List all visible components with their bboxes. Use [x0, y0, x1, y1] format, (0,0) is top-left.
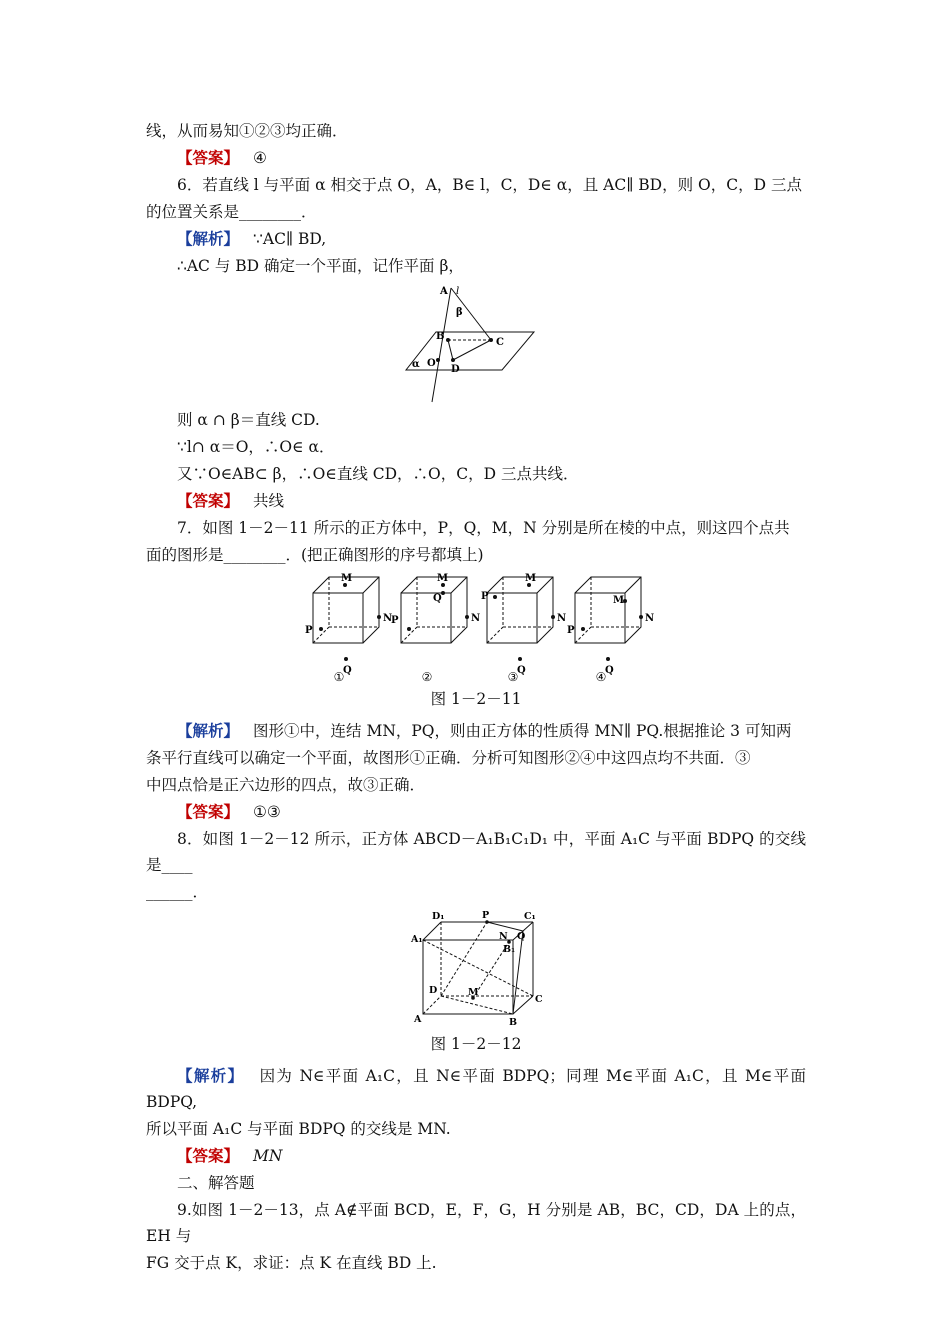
q7-analysis-c: 中四点恰是正六边形的四点，故③正确．	[146, 776, 426, 794]
answer-text: MN	[253, 1147, 283, 1165]
label-O: O	[427, 358, 436, 369]
analysis-text: 因为 N∈平面 A₁C，且 N∈平面 BDPQ；同理 M∈平面 A₁C，且 M∈平面 BDPQ,	[146, 1067, 806, 1111]
point-N	[465, 615, 469, 619]
section-heading: 二、解答题	[177, 1174, 255, 1192]
q7-stem-a: 7．如图 1－2－11 所示的正方体中，P，Q，M，N 分别是所在棱的中点，则这四个点共	[177, 519, 790, 537]
cube-edge	[537, 577, 553, 593]
label-M: M	[525, 573, 537, 584]
label-beta: β	[456, 307, 463, 318]
plane-line-figure	[406, 282, 546, 404]
answer-tag: 【答案】	[177, 802, 240, 821]
q6-line-5: 又∵O∈AB⊂ β，∴O∈直线 CD，∴O，C，D 三点共线．	[177, 465, 579, 483]
label-D: D	[429, 985, 438, 996]
cube-bdpq-figure	[411, 908, 541, 1028]
q7-stem-b: 面的图形是________．(把正确图形的序号都填上)	[146, 546, 484, 564]
label-l: l	[456, 286, 460, 297]
label-P: P	[481, 591, 489, 602]
cube-number: ①	[333, 670, 345, 684]
label-A: A	[440, 286, 448, 297]
cube-number: ②	[421, 670, 433, 684]
cube-edge	[363, 577, 379, 593]
cube-edge	[625, 577, 641, 593]
q5-tail: 线，从而易知①②③均正确．	[146, 122, 348, 140]
label-Q: Q	[433, 593, 442, 604]
label-D: D	[451, 364, 460, 375]
q8-analysis-b: 所以平面 A₁C 与平面 BDPQ 的交线是 MN.	[146, 1120, 451, 1138]
answer-tag: 【答案】	[177, 148, 240, 167]
figure-caption: 图 1－2－12	[430, 1035, 522, 1053]
point-Q	[518, 657, 522, 661]
answer-text: ①③	[253, 803, 281, 821]
label-Q: Q	[517, 665, 526, 676]
analysis-tag: 【解析】	[177, 1066, 245, 1085]
label-alpha: α	[412, 359, 420, 370]
label-Q: Q	[343, 665, 352, 676]
q6-stem-b: 的位置关系是________．	[146, 203, 317, 221]
label-M: M	[437, 573, 449, 584]
answer-text: ④	[253, 149, 267, 167]
label-C: C	[496, 337, 504, 348]
cube-edge	[451, 577, 467, 593]
label-A1: A₁	[411, 934, 423, 945]
q6-line-3: 则 α ∩ β＝直线 CD.	[177, 411, 320, 429]
label-M: M	[468, 987, 479, 998]
cubes-figure	[301, 571, 655, 684]
label-P: P	[305, 625, 313, 636]
q6-line-4: ∵l∩ α＝O，∴O∈ α．	[177, 438, 335, 456]
point-P	[407, 627, 411, 631]
label-Q: Q	[605, 665, 614, 676]
label-M: M	[613, 595, 625, 606]
q8-stem-b: ______．	[146, 883, 209, 901]
q8-answer	[146, 1143, 806, 1169]
label-N: N	[471, 613, 481, 624]
q8-stem-a: 8．如图 1－2－12 所示，正方体 ABCD－A₁B₁C₁D₁ 中，平面 A₁C 与平面 BDPQ 的交线是____	[146, 830, 806, 874]
q7-analysis-b: 条平行直线可以确定一个平面，故图形①正确．分析可知图形②④中这四点均不共面．③	[146, 749, 751, 767]
point-N	[551, 615, 555, 619]
label-N: N	[557, 613, 567, 624]
label-P: P	[482, 910, 490, 921]
label-B: B	[436, 331, 445, 342]
point-Q	[344, 657, 348, 661]
label-N: N	[499, 931, 508, 942]
q6-stem-a: 6．若直线 l 与平面 α 相交于点 O，A，B∈ l，C，D∈ α，且 AC∥ BD，则 O，C，D 三点	[177, 176, 802, 194]
label-A: A	[414, 1014, 422, 1025]
answer-tag: 【答案】	[177, 491, 240, 510]
answer-text: 共线	[253, 492, 285, 510]
q5-answer	[146, 145, 806, 171]
analysis-tag: 【解析】	[177, 229, 240, 248]
q8-analysis-a	[146, 1063, 806, 1115]
point-N	[377, 615, 381, 619]
label-B: B	[509, 1017, 518, 1028]
q9-stem-a: 9.如图 1－2－13，点 A∉平面 BCD，E，F，G，H 分别是 AB，BC，CD，DA 上的点，EH 与	[146, 1201, 806, 1245]
label-P: P	[391, 615, 399, 626]
document-page	[146, 118, 806, 1277]
point-P	[581, 627, 585, 631]
label-N: N	[645, 613, 655, 624]
point-P	[493, 595, 497, 599]
point-Q	[606, 657, 610, 661]
q6-answer	[146, 488, 806, 514]
label-N: N	[383, 613, 393, 624]
cube-hidden-edge	[487, 627, 503, 643]
analysis-tag: 【解析】	[177, 721, 240, 740]
point-N	[639, 615, 643, 619]
label-C: C	[535, 994, 543, 1005]
label-D1: D₁	[432, 911, 445, 922]
label-M: M	[341, 573, 353, 584]
analysis-text: 图形①中，连结 MN，PQ，则由正方体的性质得 MN∥ PQ.根据推论 3 可知两	[253, 722, 792, 740]
label-P: P	[567, 625, 575, 636]
label-C1: C₁	[524, 911, 536, 922]
q7-analysis-a	[146, 718, 806, 744]
label-B1: B₁	[503, 944, 516, 955]
q7-answer	[146, 799, 806, 825]
figure-caption: 图 1－2－11	[430, 690, 522, 708]
q6-line-2: ∴AC 与 BD 确定一个平面，记作平面 β，	[177, 257, 464, 275]
point-P	[319, 627, 323, 631]
cube-number: ④	[595, 670, 607, 684]
q6-analysis	[146, 226, 806, 252]
label-Q: Q	[517, 931, 526, 942]
analysis-text: ∵AC∥ BD,	[253, 230, 327, 248]
q9-stem-b: FG 交于点 K，求证：点 K 在直线 BD 上.	[146, 1254, 437, 1272]
answer-tag: 【答案】	[177, 1146, 240, 1165]
cube-number: ③	[507, 670, 519, 684]
